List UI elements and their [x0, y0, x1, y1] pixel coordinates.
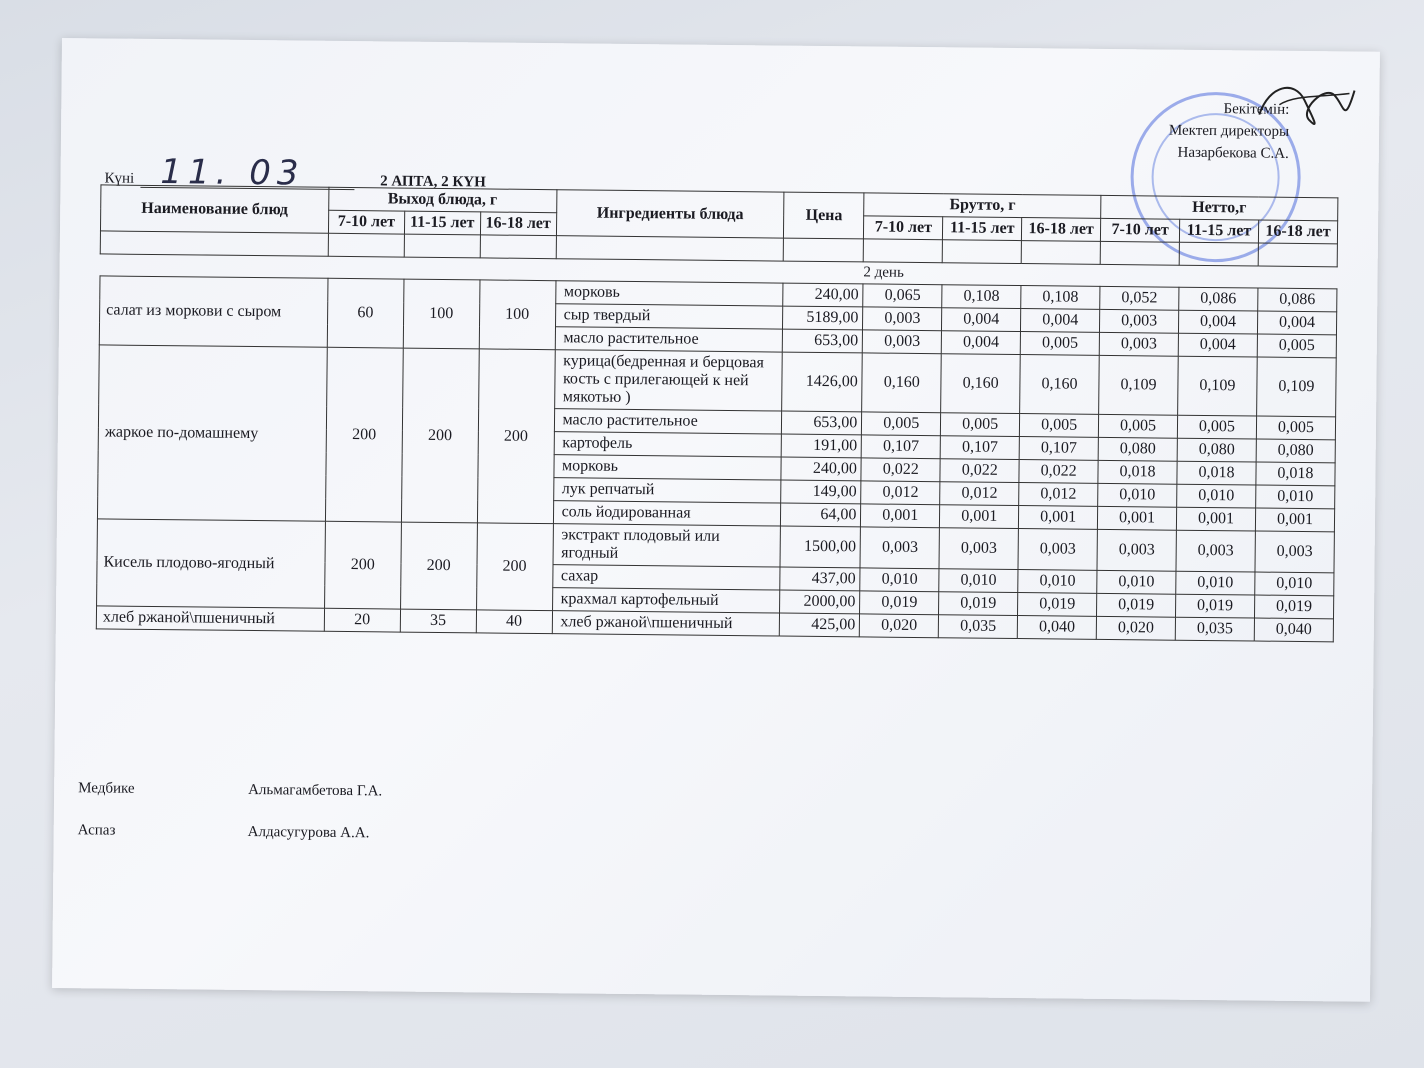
- ingredient-name: соль йодированная: [553, 501, 781, 526]
- brutto-16-18: 0,019: [1018, 593, 1097, 617]
- brutto-11-15: 0,004: [942, 331, 1021, 355]
- age-7-10: 7-10 лет: [328, 210, 404, 234]
- ingredient-name: экстракт плодовый или ягодный: [553, 524, 781, 567]
- ingredient-name: лук репчатый: [553, 478, 781, 503]
- brutto-16-18: 0,001: [1019, 506, 1098, 530]
- brutto-7-10: 0,107: [861, 435, 940, 459]
- netto-7-10: 0,005: [1098, 414, 1177, 438]
- brutto-16-18: 0,012: [1019, 483, 1098, 507]
- age-11-15: 11-15 лет: [943, 217, 1022, 241]
- brutto-11-15: 0,003: [939, 528, 1018, 570]
- menu-sheet: [52, 38, 1380, 1002]
- netto-11-15: 0,001: [1176, 507, 1255, 531]
- staff-row-cook: [78, 822, 370, 842]
- ingredient-price: 437,00: [780, 567, 860, 591]
- netto-7-10: 0,010: [1098, 483, 1177, 507]
- brutto-16-18: 0,040: [1017, 616, 1096, 640]
- ingredient-price: 191,00: [782, 434, 862, 458]
- col-output: Выход блюда, г: [329, 187, 557, 212]
- netto-16-18: 0,010: [1256, 485, 1335, 509]
- netto-11-15: 0,086: [1179, 287, 1258, 311]
- brutto-11-15: 0,012: [940, 482, 1019, 506]
- netto-7-10: 0,010: [1097, 570, 1176, 594]
- netto-11-15: 0,004: [1178, 333, 1257, 357]
- brutto-16-18: 0,003: [1018, 529, 1097, 571]
- col-ingredients: Ингредиенты блюда: [556, 190, 784, 238]
- col-price: Цена: [784, 192, 864, 239]
- age-16-18: 16-18 лет: [480, 212, 556, 236]
- netto-11-15: 0,019: [1176, 594, 1255, 618]
- staff-person: Альмагамбетова Г.А.: [248, 781, 383, 800]
- brutto-11-15: 0,107: [940, 436, 1019, 460]
- brutto-11-15: 0,001: [940, 505, 1019, 529]
- ingredient-price: 149,00: [781, 480, 861, 504]
- ingredient-price: 64,00: [781, 503, 861, 527]
- ingredient-price: 1500,00: [780, 526, 860, 568]
- output-16-18: 100: [479, 280, 556, 350]
- netto-7-10: 0,001: [1098, 506, 1177, 530]
- output-11-15: 35: [400, 609, 476, 633]
- netto-7-10: 0,003: [1097, 529, 1176, 571]
- day-label: 2 день: [863, 264, 904, 281]
- ingredient-price: 2000,00: [780, 590, 860, 614]
- dish-name: хлеб ржаной\пшеничный: [96, 606, 324, 631]
- netto-16-18: 0,019: [1254, 595, 1333, 619]
- brutto-11-15: 0,108: [942, 285, 1021, 309]
- table-body: [96, 276, 1337, 642]
- brutto-11-15: 0,160: [941, 354, 1021, 414]
- ingredient-name: морковь: [553, 455, 781, 480]
- brutto-16-18: 0,108: [1021, 286, 1100, 310]
- col-dish-name: Наименование блюд: [100, 185, 328, 233]
- age-16-18: 16-18 лет: [1258, 220, 1337, 244]
- brutto-7-10: 0,005: [862, 412, 941, 436]
- ingredient-name: морковь: [555, 281, 783, 306]
- age-16-18: 16-18 лет: [1022, 218, 1101, 242]
- netto-16-18: 0,001: [1255, 508, 1334, 532]
- ingredient-price: 1426,00: [782, 352, 863, 412]
- output-16-18: 200: [476, 523, 553, 611]
- menu-table: [96, 184, 1339, 642]
- output-11-15: 200: [401, 348, 479, 523]
- staff-role: Медбике: [78, 780, 135, 797]
- netto-16-18: 0,005: [1256, 416, 1335, 440]
- ingredient-price: 653,00: [783, 329, 863, 353]
- approval-name: Назарбекова С.А.: [1177, 144, 1289, 162]
- approval-block: [1169, 98, 1290, 165]
- brutto-16-18: 0,005: [1020, 332, 1099, 356]
- staff-row-medic: [78, 780, 382, 800]
- netto-16-18: 0,018: [1256, 462, 1335, 486]
- ingredient-name: масло растительное: [554, 409, 782, 434]
- approval-title: Бекітемін:: [1223, 101, 1290, 118]
- date-label: Күні: [104, 170, 135, 187]
- brutto-7-10: 0,019: [860, 591, 939, 615]
- age-7-10: 7-10 лет: [864, 216, 943, 240]
- brutto-16-18: 0,160: [1020, 355, 1100, 415]
- netto-16-18: 0,086: [1258, 288, 1337, 312]
- date-value-handwritten: 11. 03: [140, 157, 354, 190]
- netto-16-18: 0,005: [1257, 334, 1336, 358]
- brutto-16-18: 0,004: [1021, 309, 1100, 333]
- brutto-7-10: 0,001: [861, 504, 940, 528]
- week-day-label: 2 АПТА, 2 КҮН: [380, 173, 486, 191]
- netto-7-10: 0,019: [1097, 593, 1176, 617]
- staff-role: Аспаз: [77, 822, 116, 839]
- ingredient-name: курица(бедренная и берцовая кость с прилегающей к ней мякотью ): [554, 350, 782, 411]
- dish-name: салат из моркови с сыром: [99, 276, 328, 347]
- brutto-11-15: 0,004: [942, 308, 1021, 332]
- netto-7-10: 0,018: [1098, 460, 1177, 484]
- ingredient-name: крахмал картофельный: [552, 588, 780, 613]
- output-7-10: 60: [327, 278, 404, 348]
- brutto-11-15: 0,022: [940, 459, 1019, 483]
- netto-16-18: 0,010: [1255, 572, 1334, 596]
- brutto-7-10: 0,160: [862, 353, 942, 413]
- netto-11-15: 0,010: [1176, 571, 1255, 595]
- dish-name: Кисель плодово-ягодный: [97, 519, 326, 608]
- brutto-11-15: 0,035: [939, 615, 1018, 639]
- netto-11-15: 0,018: [1177, 461, 1256, 485]
- table-row: [99, 345, 1337, 417]
- staff-person: Алдасугурова А.А.: [247, 823, 370, 842]
- output-11-15: 200: [400, 522, 477, 610]
- brutto-16-18: 0,022: [1019, 460, 1098, 484]
- output-7-10: 20: [324, 608, 400, 632]
- brutto-7-10: 0,020: [860, 614, 939, 638]
- netto-11-15: 0,080: [1177, 438, 1256, 462]
- ingredient-name: масло растительное: [555, 327, 783, 352]
- brutto-16-18: 0,005: [1020, 414, 1099, 438]
- netto-11-15: 0,035: [1175, 617, 1254, 641]
- output-16-18: 200: [477, 349, 555, 524]
- netto-16-18: 0,109: [1257, 357, 1337, 417]
- netto-7-10: 0,003: [1100, 309, 1179, 333]
- netto-16-18: 0,040: [1254, 618, 1333, 642]
- netto-11-15: 0,004: [1179, 310, 1258, 334]
- output-7-10: 200: [324, 521, 401, 609]
- netto-7-10: 0,003: [1099, 332, 1178, 356]
- netto-11-15: 0,003: [1176, 530, 1255, 572]
- netto-16-18: 0,080: [1256, 439, 1335, 463]
- brutto-7-10: 0,065: [863, 284, 942, 308]
- brutto-7-10: 0,022: [861, 458, 940, 482]
- netto-7-10: 0,109: [1099, 355, 1179, 415]
- ingredient-price: 240,00: [781, 457, 861, 481]
- approval-position: Мектеп директоры: [1168, 122, 1290, 140]
- brutto-7-10: 0,003: [863, 330, 942, 354]
- netto-16-18: 0,003: [1255, 531, 1334, 573]
- netto-7-10: 0,020: [1096, 616, 1175, 640]
- ingredient-name: сыр твердый: [555, 304, 783, 329]
- age-11-15: 11-15 лет: [1179, 219, 1258, 243]
- output-11-15: 100: [403, 279, 480, 349]
- output-7-10: 200: [325, 347, 403, 522]
- ingredient-price: 653,00: [782, 411, 862, 435]
- age-7-10: 7-10 лет: [1101, 218, 1180, 242]
- brutto-11-15: 0,010: [939, 569, 1018, 593]
- netto-11-15: 0,010: [1177, 484, 1256, 508]
- brutto-7-10: 0,012: [861, 481, 940, 505]
- brutto-7-10: 0,003: [860, 527, 939, 569]
- netto-11-15: 0,005: [1177, 415, 1256, 439]
- col-brutto: Брутто, г: [864, 193, 1101, 218]
- brutto-7-10: 0,003: [863, 307, 942, 331]
- netto-11-15: 0,109: [1178, 356, 1258, 416]
- dish-name: жаркое по-домашнему: [97, 345, 327, 521]
- netto-7-10: 0,080: [1098, 437, 1177, 461]
- brutto-16-18: 0,107: [1019, 437, 1098, 461]
- netto-16-18: 0,004: [1257, 311, 1336, 335]
- col-netto: Нетто,г: [1101, 195, 1338, 220]
- brutto-11-15: 0,019: [939, 592, 1018, 616]
- netto-7-10: 0,052: [1100, 286, 1179, 310]
- age-11-15: 11-15 лет: [404, 211, 480, 235]
- ingredient-name: сахар: [552, 565, 780, 590]
- ingredient-price: 240,00: [783, 283, 863, 307]
- ingredient-price: 425,00: [780, 613, 860, 637]
- output-16-18: 40: [476, 610, 552, 634]
- brutto-11-15: 0,005: [941, 413, 1020, 437]
- ingredient-name: картофель: [554, 432, 782, 457]
- ingredient-name: хлеб ржаной\пшеничный: [552, 611, 780, 636]
- brutto-7-10: 0,010: [860, 568, 939, 592]
- table-header: [100, 185, 1338, 289]
- ingredient-price: 5189,00: [783, 306, 863, 330]
- brutto-16-18: 0,010: [1018, 570, 1097, 594]
